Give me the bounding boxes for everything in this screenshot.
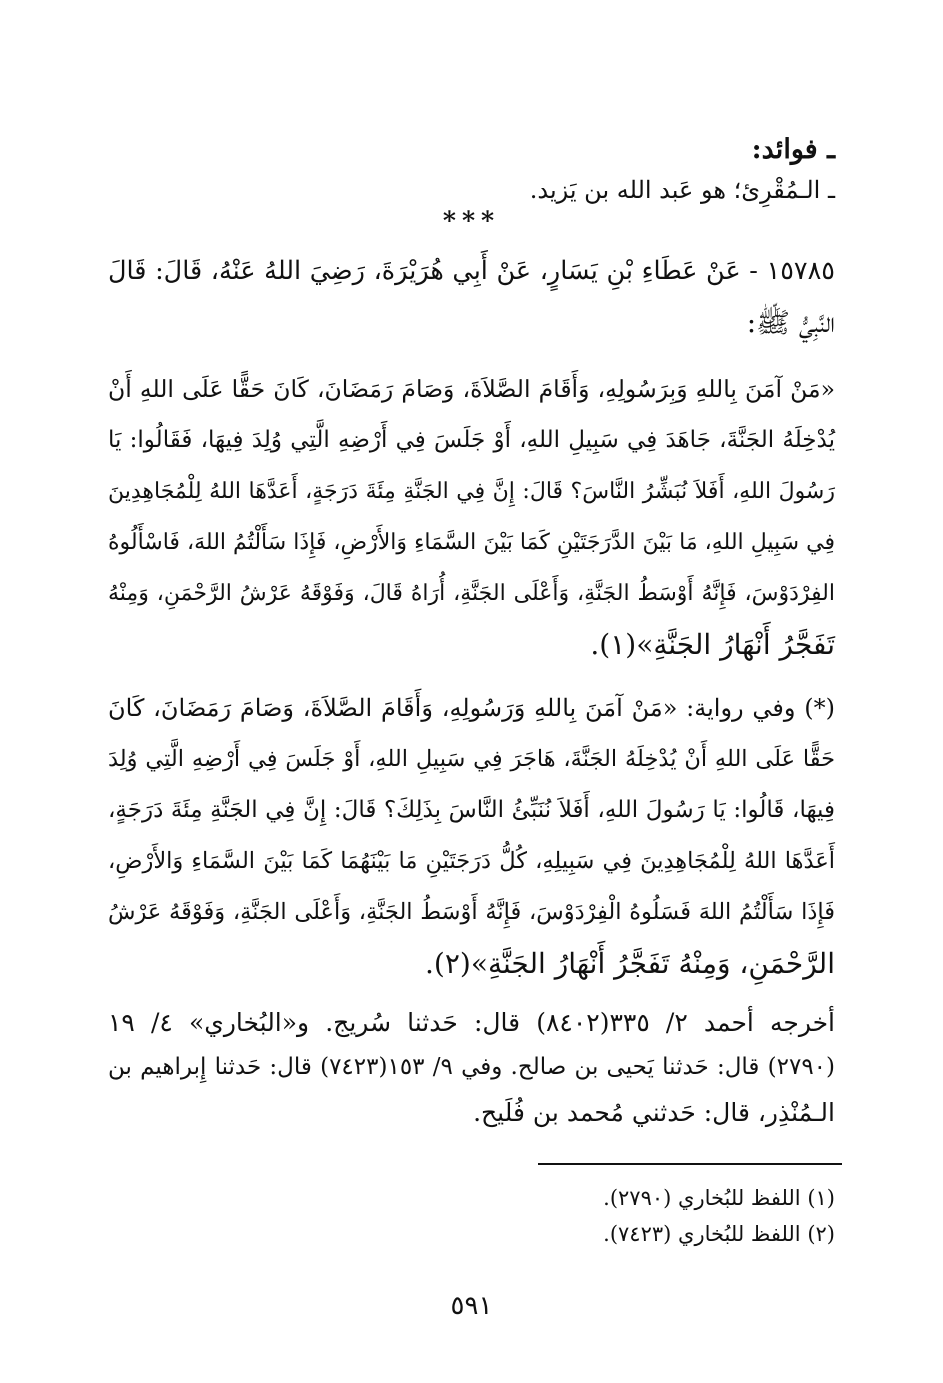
hadith-intro-line: ١٥٧٨٥ - عَنْ عَطَاءِ بْنِ يَسَارٍ، عَنْ أَبِي هُرَيْرَةَ، رَضِيَ اللهُ عَنْهُ، قَالَ: قَالَ	[108, 256, 835, 286]
takhrij-line: (٢٧٩٠) قال: حَدثنا يَحيى بن صالح. وفي ٩/ ١٥٣(٧٤٢٣) قال: حَدثنا إِبراهيم بن	[108, 1054, 836, 1080]
page-number: ٥٩١	[450, 1291, 493, 1321]
section-separator: ***	[442, 206, 501, 235]
riwaya-line: (*) وفي رواية: «مَنْ آمَنَ بِاللهِ وَرَسُولِهِ، وَأَقَامَ الصَّلاَةَ، وَصَامَ رَمَضَانَ، كَانَ	[108, 694, 835, 722]
riwaya-line: حَقًّا عَلَى اللهِ أَنْ يُدْخِلَهُ الجَنَّةَ، هَاجَرَ فِي سَبِيلِ اللهِ، أَوْ جَلَسَ فِي أَرْضِهِ الَّتِي وُلِدَ	[108, 746, 835, 772]
riwaya-line: أَعَدَّهَا اللهُ لِلْمُجَاهِدِينَ فِي سَبِيلِهِ، كُلُّ دَرَجَتَيْنِ مَا بَيْنَهُمَا كَمَا بَيْنَ السَّمَاءِ وَالأَرْضِ،	[108, 848, 835, 874]
footnote-divider	[538, 1163, 842, 1165]
footnote: (١) اللفظ للبُخاري (٢٧٩٠).	[603, 1186, 835, 1210]
hadith-text-line: تَفَجَّرُ أَنْهَارُ الجَنَّةِ»(١).	[590, 628, 835, 661]
hadith-text-line: الفِرْدَوْسَ، فَإِنَّهُ أَوْسَطُ الجَنَّةِ، وَأَعْلَى الجَنَّةِ، أُرَاهُ قَالَ، وَفَوْقَهُ عَرْشُ الرَّحْمَنِ، وَمِنْهُ	[108, 581, 835, 606]
takhrij-line: أخرجه أحمد ٢/ ٣٣٥(٨٤٠٢) قال: حَدثنا سُريج. و«البُخاري» ٤/ ١٩	[108, 1008, 836, 1037]
hadith-text-line: فِي سَبِيلِ اللهِ، مَا بَيْنَ الدَّرَجَتَيْنِ كَمَا بَيْنَ السَّمَاءِ وَالأَرْضِ، فَإِذَا سَأَلْتُمُ اللهَ، فَاسْأَلُوهُ	[108, 530, 835, 555]
fawaid-heading: ـ فوائد:	[751, 134, 835, 165]
riwaya-line: فَإِذَا سَأَلْتُمُ اللهَ فَسَلُوهُ الْفِرْدَوْسَ، فَإِنَّهُ أَوْسَطُ الجَنَّةِ، وَأَعْلَى الجَنَّةِ، وَفَوْقَهُ عَرْشُ	[108, 899, 835, 925]
footnote: (٢) اللفظ للبُخاري (٧٤٢٣).	[603, 1222, 835, 1246]
takhrij-line: الـمُنْذِر، قال: حَدثني مُحمد بن فُلَيح.	[473, 1098, 835, 1127]
hadith-text-line: «مَنْ آمَنَ بِاللهِ وَبِرَسُولِهِ، وَأَقَامَ الصَّلاَةَ، وَصَامَ رَمَضَانَ، كَانَ حَقًّا عَلَى اللهِ أَنْ	[108, 375, 835, 403]
fawaid-note: ـ الـمُقْرِئ؛ هو عَبد الله بن يَزيد.	[529, 176, 835, 204]
riwaya-line: فِيهَا، قَالُوا: يَا رَسُولَ اللهِ، أَفَلاَ نُنَبِّئُ النَّاسَ بِذَلِكَ؟ قَالَ: إِنَّ فِي الجَنَّةِ مِئَةَ دَرَجَةٍ،	[108, 797, 835, 823]
riwaya-line: الرَّحْمَنِ، وَمِنْهُ تَفَجَّرُ أَنْهَارُ الجَنَّةِ»(٢).	[425, 947, 835, 980]
hadith-text-line: يُدْخِلَهُ الجَنَّةَ، جَاهَدَ فِي سَبِيلِ اللهِ، أَوْ جَلَسَ فِي أَرْضِهِ الَّتِي وُلِدَ فِيهَا، فَقَالُوا: يَا	[108, 427, 835, 453]
hadith-intro-line: النَّبِيُّ ﷺ:	[746, 306, 835, 339]
hadith-text-line: رَسُولَ اللهِ، أَفَلاَ نُبَشِّرُ النَّاسَ؟ قَالَ: إِنَّ فِي الجَنَّةِ مِئَةَ دَرَجَةٍ، أَعَدَّهَا اللهُ لِلْمُجَاهِدِينَ	[108, 479, 835, 504]
